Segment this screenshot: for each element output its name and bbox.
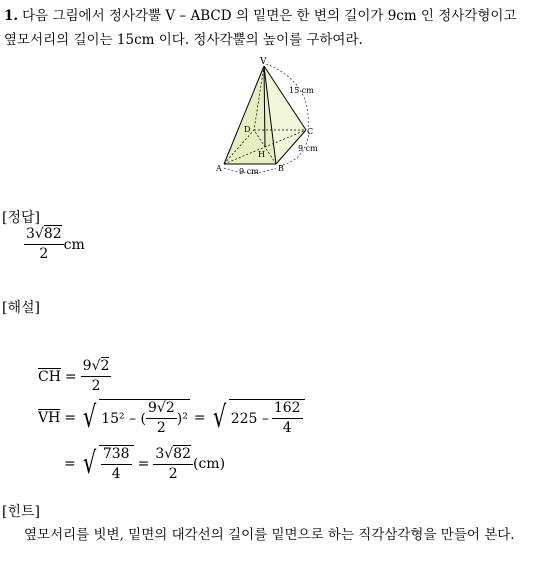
vh-mid-den: 4 <box>282 420 292 436</box>
vh-frac-denominator: 2 <box>156 420 166 436</box>
vh-mid-num: 162 <box>272 400 303 419</box>
final-radicand: 82 <box>173 445 191 462</box>
question <box>4 4 529 52</box>
vh-term2: )² <box>176 410 188 427</box>
answer-coef: 3 <box>26 226 35 242</box>
final-denominator: 2 <box>168 465 178 482</box>
ch-radicand: 2 <box>100 358 110 374</box>
final-unit: (cm) <box>193 456 226 472</box>
vh-segment-label: $\overline{VH}$ <box>38 410 61 426</box>
label-15cm: 15 cm <box>289 86 314 95</box>
solution-heading: [해설] <box>2 300 40 316</box>
label-h: H <box>258 150 265 159</box>
final-fraction: $\frac{3√82}{2}$ <box>155 445 191 482</box>
answer-expression <box>24 226 85 263</box>
answer-denominator: 2 <box>39 246 49 262</box>
ch-segment-label: $\overline{CH}$ <box>38 368 61 385</box>
vh-inner-fraction: $\frac{9√2}{2}$ <box>147 400 175 436</box>
final-num: 738 <box>101 446 132 465</box>
question-number: 1. <box>4 8 19 24</box>
answer-radicand: 82 <box>43 226 62 242</box>
answer-unit: cm <box>63 236 85 253</box>
final-equation: = √ $\frac{738}{4}$ = $\frac{3√82}{2}$ (cm) <box>64 445 226 482</box>
label-v: V <box>260 57 267 67</box>
hint-text: 옆모서리를 빗변, 밑면의 대각선의 길이를 밑면으로 하는 직각삼각형을 만들어 본다. <box>24 527 515 543</box>
ch-fraction: $\frac{9√2}{2}$ <box>82 358 110 394</box>
final-inner-fraction <box>101 446 132 483</box>
answer-heading: [정답] <box>2 210 40 226</box>
vh-mid-fraction <box>272 400 303 437</box>
vh-frac-coef: 9 <box>147 400 157 416</box>
question-text: 다음 그림에서 정사각뿔 V – ABCD 의 밑면은 한 변의 길이가 9cm 인 정사각형이고 옆모서리의 길이는 15cm 이다. 정사각뿔의 높이를 구하여라. <box>4 8 517 48</box>
ch-equation: $\overline{CH}$ = $\frac{9√2}{2}$ <box>38 358 110 394</box>
label-b: B <box>278 164 284 173</box>
final-coef: 3 <box>155 445 165 462</box>
answer-fraction: $\frac{3√82}{2}$ <box>26 226 62 262</box>
label-9cm-bc: 9 cm <box>298 144 318 153</box>
label-9cm-ab: 9 cm <box>239 167 259 176</box>
vh-term1: 15² – ( <box>101 410 146 427</box>
ch-coef: 9 <box>82 358 92 374</box>
label-a: A <box>216 164 222 173</box>
ch-denominator: 2 <box>91 378 101 394</box>
pyramid-figure <box>212 56 324 176</box>
vh-equation: $\overline{VH}$ = √ 15² – ( $\frac{9√2}{2}$ )² = √ 225 – $\frac{162}{4}$ <box>38 399 305 437</box>
vh-frac-radicand: 2 <box>165 400 175 416</box>
label-c: C <box>307 127 314 136</box>
label-d: D <box>244 125 251 134</box>
vh-mid-a: 225 – <box>230 410 269 427</box>
hint-heading: [힌트] <box>2 504 40 520</box>
final-den: 4 <box>111 466 121 482</box>
